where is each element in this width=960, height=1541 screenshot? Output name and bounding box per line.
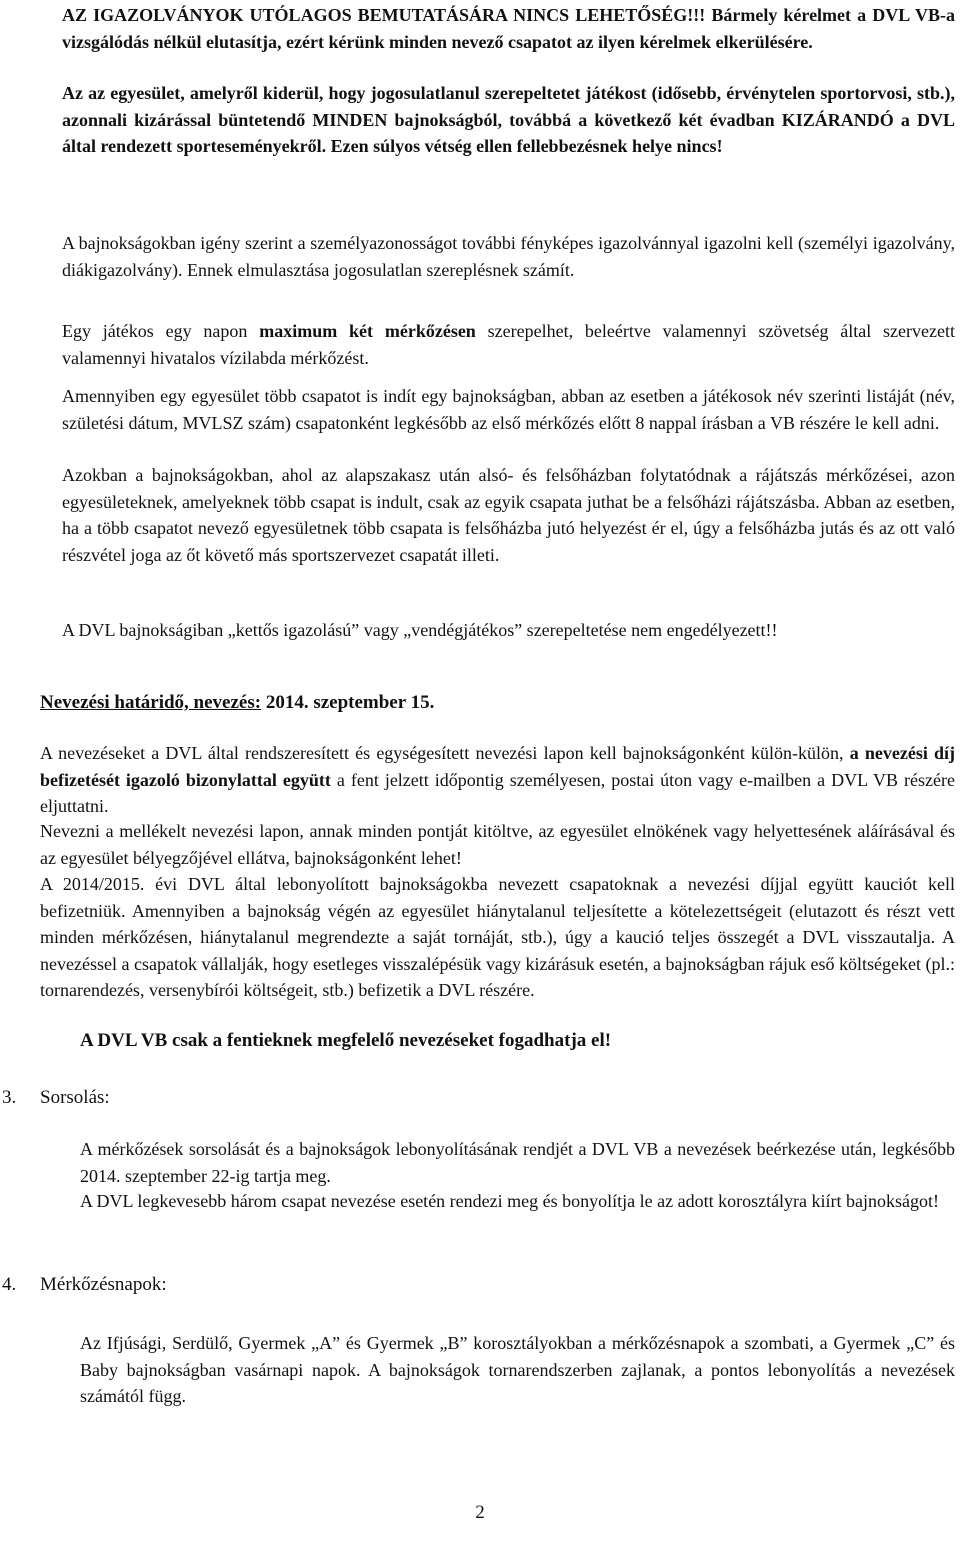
nevezesi-hatarido (40, 690, 955, 717)
paragraph-igazolvanyok (62, 2, 955, 55)
text-run: Nevezni a mellékelt nevezési lapon, annak minden pontját kitöltve, az egyesület elnökének vagy helyettesének aláírásával és az egyesület bélyegzőjével ellátva, bajnokságonként lehet! (40, 821, 955, 868)
text-run: Az az egyesület, amelyről kiderül, hogy jogosulatlanul szerepeltetet játékost (idősebb, érvénytelen sportorvosi, stb.), azonnali kizárással büntetendő MINDEN bajnokságból, továbbá a következő két évadban KIZÁRANDÓ a DVL által rendezett sporteseményekről. Ezen súlyos vétség ellen fellebbezésnek helye nincs! (62, 83, 955, 156)
text-run: A DVL VB csak a fentieknek megfelelő nevezéseket fogadhatja el! (80, 1030, 612, 1051)
paragraph-szemelyazonossag (62, 230, 955, 283)
section-number: 3. (2, 1087, 17, 1108)
text-run: A bajnokságokban igény szerint a személyazonosságot további fényképes igazolvánnyal igazolni kell (személyi igazolvány, diákigazolvány). Ennek elmulasztása jogosulatlan szereplésnek számít. (62, 233, 955, 280)
text-run: A mérkőzések sorsolását és a bajnokságok lebonyolításának rendjét a DVL VB a nevezések beérkezése után, legkésőbb 2014. szeptember 22-ig tartja meg. (80, 1139, 955, 1186)
text-run: 2014. szeptember 15. (261, 692, 435, 713)
text-run: a fent jelzett időpontig személyesen, postai úton vagy e-mailben a DVL VB részére eljuttatni. (40, 769, 955, 816)
text-run: a nevezési díj befizetését igazoló bizonylattal együtt (40, 743, 955, 790)
text-run: A DVL bajnokságiban „kettős igazolású” vagy „vendégjátékos” szerepeltetése nem engedélyezett!! (62, 620, 778, 640)
section-heading-merkozesnapok (2, 1272, 167, 1298)
text-run: AZ IGAZOLVÁNYOK UTÓLAGOS BEMUTATÁSÁRA NINCS LEHETŐSÉG!!! Bármely kérelmet a DVL VB-a vizsgálódás nélkül elutasítja, ezért kérünk minden nevező csapatot az ilyen kérelmek elkerülésére. (62, 5, 955, 52)
section-heading-sorsolas (2, 1085, 110, 1111)
paragraph-kaucio (40, 871, 955, 1004)
paragraph-tobb-csapat (62, 383, 955, 436)
paragraph-nevezesi-lap (40, 818, 955, 871)
text-run: Azokban a bajnokságokban, ahol az alapszakasz után alsó- és felsőházban folytatódnak a rájátszás mérkőzései, azon egyesületeknek, amelyeknek több csapat is indult, csak az egyik csapata juthat be a felsőházi rájátszásba. Abban az esetben, ha a több csapatot nevező egyesületnek több csapata is felsőházba jutó helyezést ér el, úgy a felsőházba jutás és az ott való részvétel joga az őt követő más sportszervezet csapatát illeti. (62, 465, 955, 565)
paragraph-nevezes (40, 740, 955, 820)
text-run: Egy játékos egy napon (62, 321, 260, 341)
text-run: A 2014/2015. évi DVL által lebonyolított bajnokságokba nevezett csapatoknak a nevezési díjjal együtt kauciót kell befizetniük. Amennyiben a bajnokság végén az egyesület hiánytalanul teljesítette a kötelezettségeit (elutazott és részt vett minden mérkőzésen, hiánytalanul megrendezte a saját tornáját, stb.), úgy a kaució teljes összegét a DVL visszautalja. A nevezéssel a csapatok vállalják, hogy esetleges visszalépésük vagy kizárásuk esetén, a bajnokságban rájuk eső költségeket (pl.: tornarendezés, versenybírói költségeit, stb.) befizetik a DVL részére. (40, 874, 955, 1000)
text-run: Az Ifjúsági, Serdülő, Gyermek „A” és Gyermek „B” korosztályokban a mérkőzésnapok a szombati, a Gyermek „C” és Baby bajnokságban vasárnapi napok. A bajnokságok tornarendszerben zajlanak, a pontos lebonyolítás a nevezések számától függ. (80, 1333, 955, 1406)
text-run: Nevezési határidő, nevezés: (40, 692, 262, 713)
paragraph-legkevesebb-harom (80, 1188, 955, 1215)
text-run: Amennyiben egy egyesület több csapatot is indít egy bajnokságban, abban az esetben a játékosok név szerinti listáját (név, születési dátum, MVLSZ szám) csapatonként legkésőbb az első mérkőzés előtt 8 nappal írásban a VB részére le kell adni. (62, 386, 955, 433)
paragraph-sorsolas (80, 1136, 955, 1189)
text-run: A nevezéseket a DVL által rendszeresített és egységesített nevezési lapon kell bajnokságonként külön-külön, (40, 743, 850, 763)
paragraph-kettos-igazolas (62, 617, 955, 644)
text-run: szerepelhet, beleértve valamennyi szövetség által szervezett valamennyi hivatalos vízilabda mérkőzést. (62, 321, 955, 368)
section-title: Sorsolás: (40, 1087, 110, 1108)
section-title: Mérkőzésnapok: (40, 1274, 167, 1295)
paragraph-jogosulatlan-jatekos (62, 80, 955, 160)
section-number: 4. (2, 1274, 17, 1295)
text-run: A DVL legkevesebb három csapat nevezése esetén rendezi meg és bonyolítja le az adott korosztályra kiírt bajnokságot! (80, 1191, 940, 1211)
page-number: 2 (475, 1502, 485, 1523)
paragraph-napi-merkozes (62, 318, 955, 371)
paragraph-felsohaz (62, 462, 955, 568)
text-run: maximum két mérkőzésen (259, 321, 476, 341)
paragraph-merkozesnapok (80, 1330, 955, 1410)
paragraph-vb-nevezesek (80, 1028, 955, 1055)
